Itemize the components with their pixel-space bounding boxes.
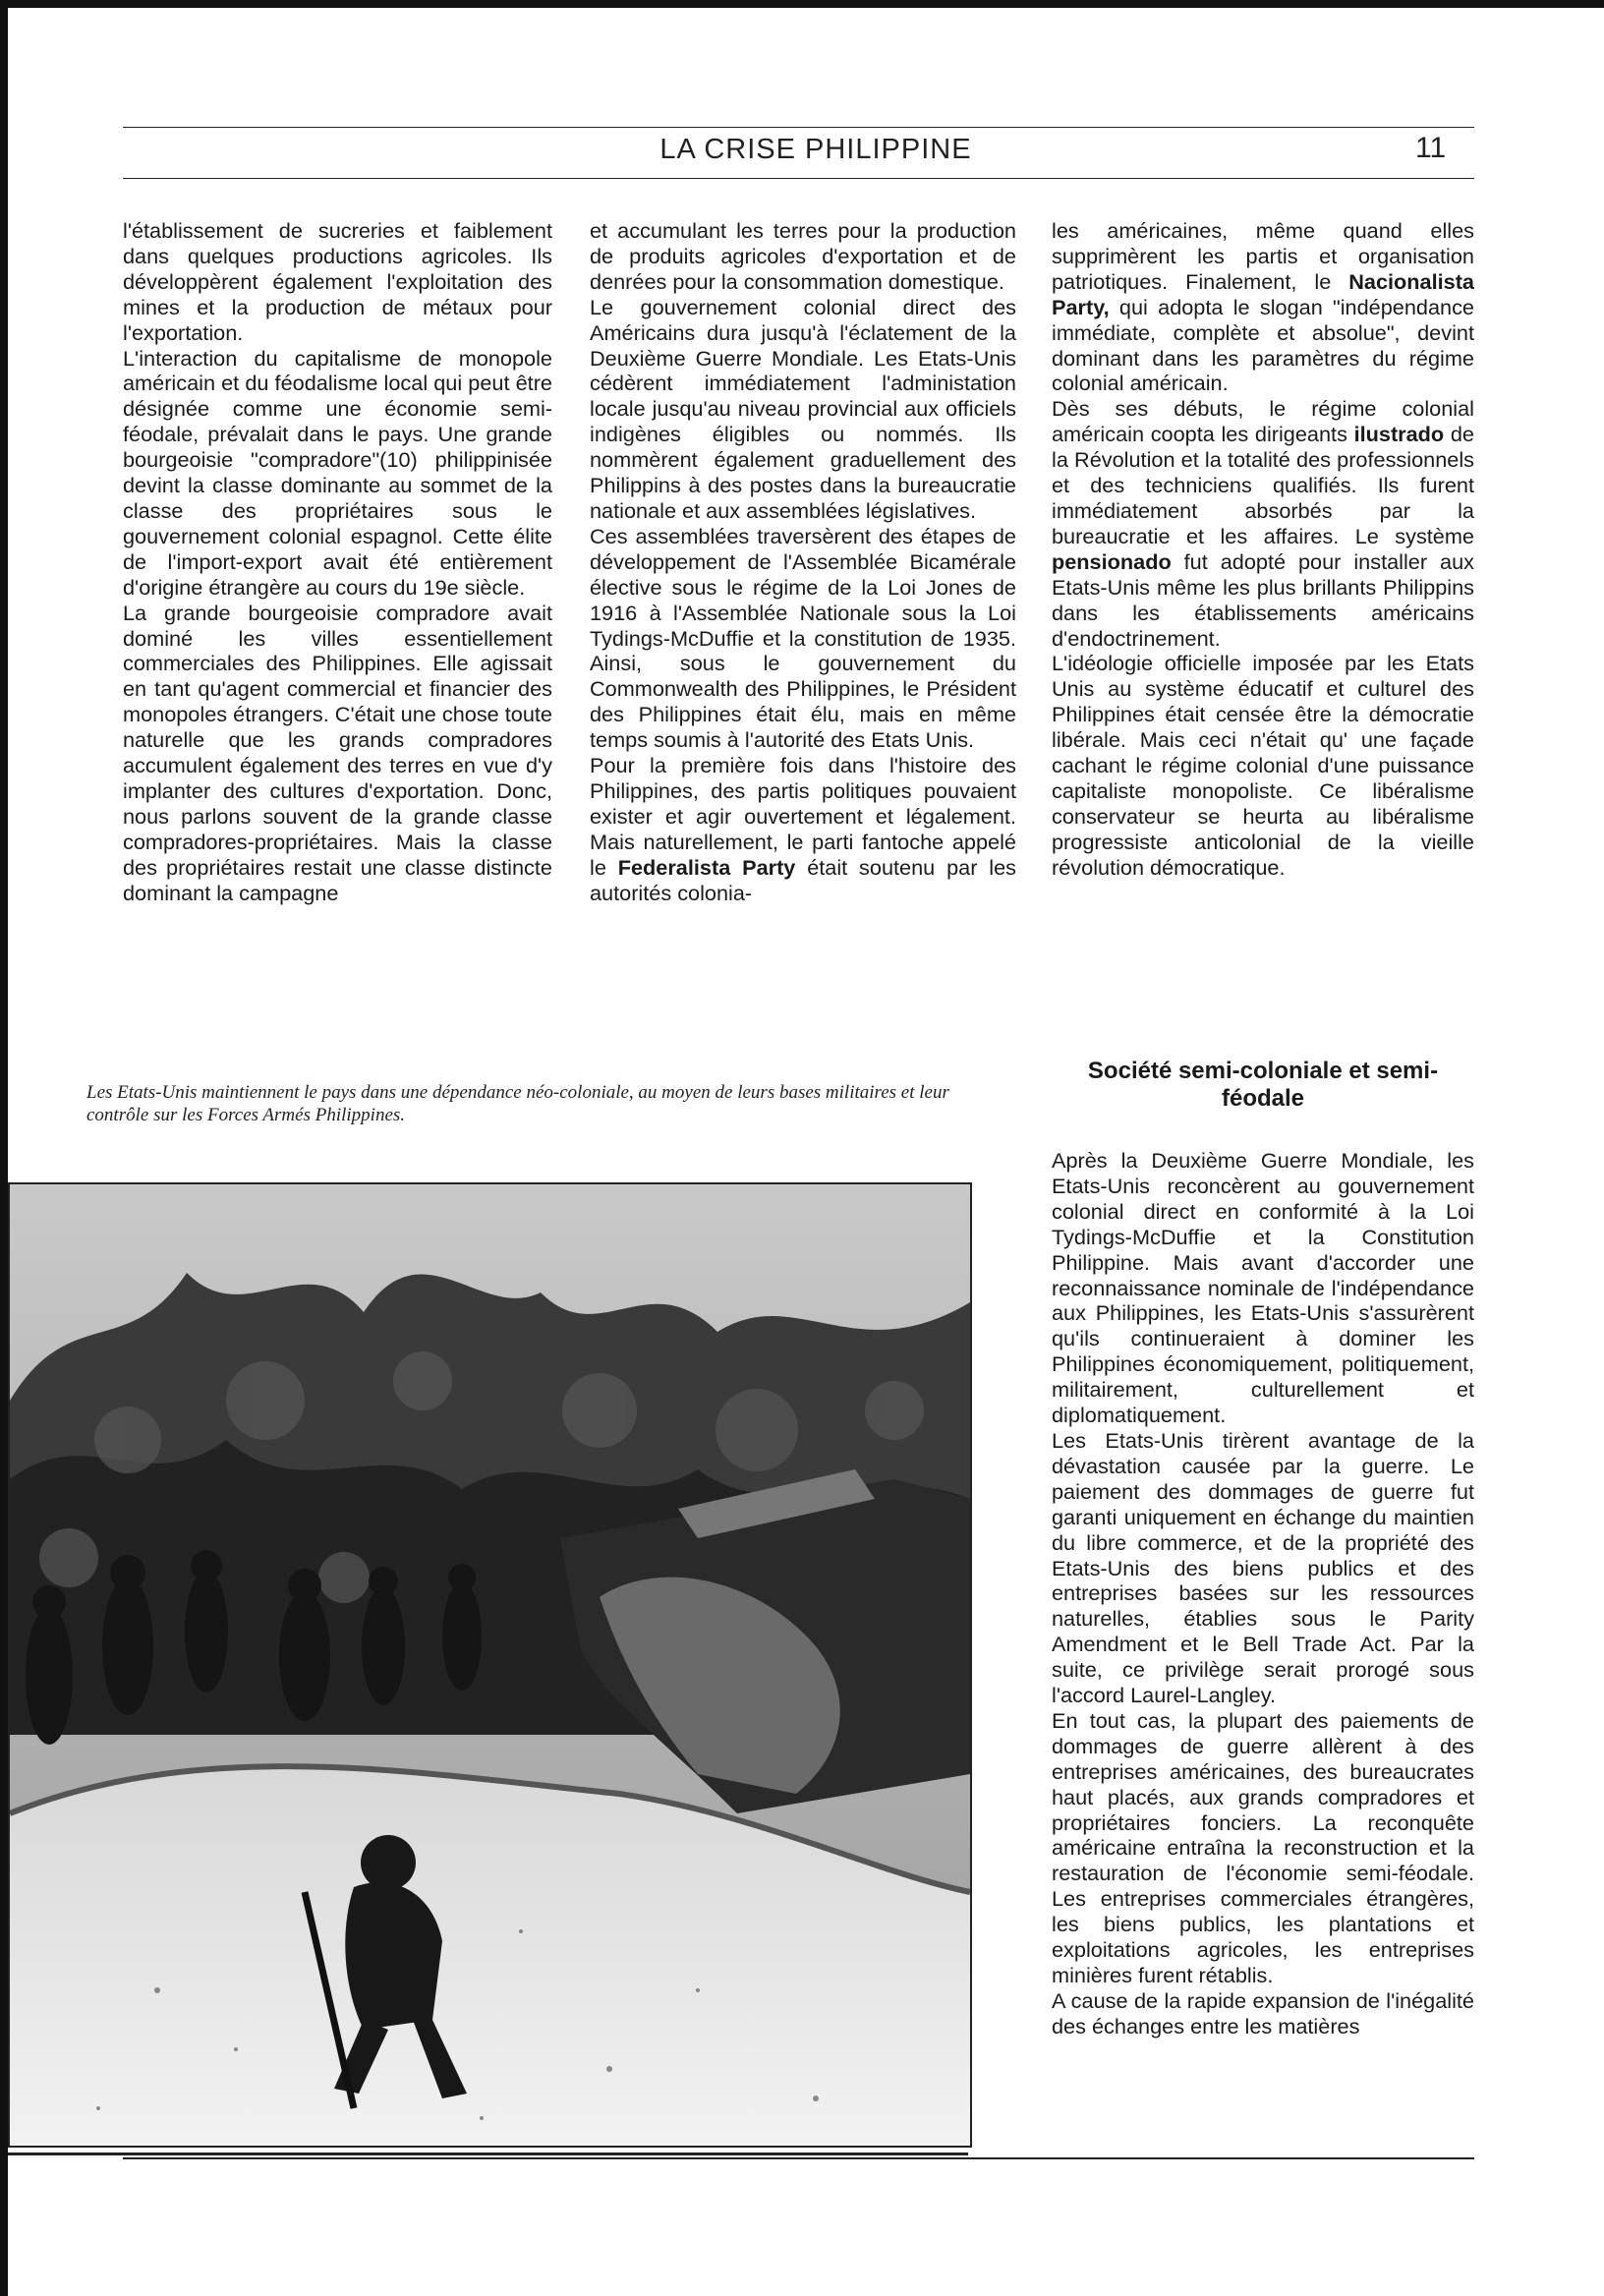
section-paragraph: Après la Deuxième Guerre Mondiale, les Etats-Unis reconcèrent au gouvernement colonial direct en conformité à la Loi Tydings-McDuffie et la Constitution Philippine. Mais avant d'accorder une reconnaissance nominale de l'indépendance aux Philippines, les Etats-Unis s'assurèrent qu'ils continueraient à dominer les Philippines économiquement, politiquement, militairement, culturellement et diplomatiquement. xyxy=(1052,1148,1474,1428)
text-run: qui adopta le slogan "indépendance immédiate, complète et absolue", devint dominant dans les paramètres du régime colonial américain. xyxy=(1052,294,1474,396)
section-paragraph: Les Etats-Unis tirèrent avantage de la dévastation causée par la guerre. Le paiement des dommages de guerre fut garanti uniquement en échange du maintien du libre commerce, et de la propriété des Etats-Unis des biens publics et des entreprises basées sur les ressources naturelles, établies sous le Parity Amendment et le Bell Trade Act. Par la suite, ce privilège serait prorogé sous l'accord Laurel-Langley. xyxy=(1052,1427,1474,1708)
text-run: de la Révolution et la totalité des professionnels et des techniciens qualifiés. Ils furent immédiatement absorbés par la bureaucratie et les affaires. Le système xyxy=(1052,422,1474,548)
column-1-paragraph: l'établissement de sucreries et faiblement dans quelques productions agricoles. Ils développèrent également l'exploitation des mines et la production de métaux pour l'exportation. xyxy=(123,218,552,345)
column-3-paragraph xyxy=(1052,218,1474,396)
column-3-paragraph: L'idéologie officielle imposée par les Etats Unis au système éducatif et culturel des Philippines était censée être la démocratie libérale. Mais ceci n'était qu' une façade cachant le régime colonial d'une puissance capitaliste monopoliste. Ce libéralisme conservateur se heurta au libéralisme progressiste anticolonial de la vieille révolution démocratique. xyxy=(1052,651,1474,880)
scan-edge-left xyxy=(0,0,8,2296)
section-body xyxy=(1052,1148,1474,2039)
text-run: Dès ses débuts, le régime colonial américain coopta les dirigeants xyxy=(1052,396,1474,447)
page-bottom-rule xyxy=(123,2157,1474,2159)
party-name-bold: Nacionalista Party, xyxy=(1052,268,1474,319)
photo-bottom-rule xyxy=(8,2152,968,2155)
page-number: 11 xyxy=(1415,132,1447,164)
column-1 xyxy=(123,218,552,905)
running-header-title: LA CRISE PHILIPPINE xyxy=(659,134,972,165)
column-2-paragraph: Le gouvernement colonial direct des Américains dura jusqu'à l'éclatement de la Deuxième Guerre Mondiale. Les Etats-Unis cédèrent immédiatement l'administation locale jusqu'au niveau provincial aux officiels indigènes éligibles ou nommés. Ils nommèrent également graduellement des Philippins à des postes dans la bureaucratie nationale et aux assemblées législatives. xyxy=(590,294,1016,523)
column-2-paragraph xyxy=(590,753,1016,905)
photo-illustration xyxy=(10,1184,970,2146)
column-2 xyxy=(590,218,1016,905)
column-2-paragraph: Ces assemblées traversèrent des étapes de développement de l'Assemblée Bicamérale élective sous le régime de la Loi Jones de 1916 à l'Assemblée Nationale sous la Loi Tydings-McDuffie et la constitution de 1935. Ainsi, sous le gouvernement du Commonwealth des Philippines, le Président des Philippines était élu, mais en même temps soumis à l'autorité des Etats Unis. xyxy=(590,523,1016,753)
column-3 xyxy=(1052,218,1474,881)
column-1-paragraph: La grande bourgeoisie compradore avait dominé les villes essentiellement commerciales des Philippines. Elle agissait en tant qu'agent commercial et financier des monopoles étrangers. C'était une chose toute naturelle que les grands compradores accumulent également des terres en vue d'y implanter des cultures d'exportation. Donc, nous parlons souvent de la grande classe compradores-propriétaires. Mais la classe des propriétaires restait une classe distincte dominant la campagne xyxy=(123,600,552,905)
column-2-paragraph: et accumulant les terres pour la production de produits agricoles d'exportation et de denrées pour la consommation domestique. xyxy=(590,218,1016,294)
term-bold: ilustrado xyxy=(1353,422,1445,447)
text-run: fut adopté pour installer aux Etats-Unis même les plus brillants Philippins dans les établissements américains d'endoctrinement. xyxy=(1052,548,1474,651)
text-run: était soutenu par les autorités colonia- xyxy=(590,854,1017,905)
party-name-bold: Federalista Party xyxy=(617,854,796,880)
section-paragraph: A cause de la rapide expansion de l'inégalité des échanges entre les matières xyxy=(1052,1987,1474,2038)
text-run: les américaines, même quand elles supprimèrent les partis et organisation patriotiques. Finalement, le xyxy=(1052,218,1474,294)
header-rule-bottom xyxy=(123,178,1474,179)
column-1-paragraph: L'interaction du capitalisme de monopole américain et du féodalisme local qui peut être désignée comme une économie semi-féodale, prévalait dans le pays. Une grande bourgeoisie "compradore"(10) philippinisée devint la classe dominante au sommet de la classe des propriétaires sous le gouvernement colonial espagnol. Cette élite de l'import-export avait été entièrement d'origine étrangère au cours du 19e siècle. xyxy=(123,345,552,600)
column-3-paragraph xyxy=(1052,396,1474,651)
news-photo xyxy=(8,1182,972,2148)
section-paragraph: En tout cas, la plupart des paiements de dommages de guerre allèrent à des entreprises américaines, des bureaucrates haut placés, aux grands compradores et propriétaires fonciers. La reconquête américaine entraîna la reconstruction et la restauration de l'économie semi-féodale. Les entreprises commerciales étrangères, les biens publics, les plantations et exploitations agricoles, les entreprises minières furent rétablis. xyxy=(1052,1707,1474,1987)
scan-edge-top xyxy=(0,0,1604,8)
header-rule-top xyxy=(123,127,1474,128)
section-heading: Société semi-coloniale et semi-féodale xyxy=(1087,1058,1439,1112)
photo-caption: Les Etats-Unis maintiennent le pays dans une dépendance néo-coloniale, au moyen de leurs bases militaires et leur contrôle sur les Forces Armés Philippines. xyxy=(86,1082,949,1125)
text-run: Pour la première fois dans l'histoire des Philippines, des partis politiques pouvaient exister et agir ouvertement et légalement. Mais naturellement, le parti fantoche appelé le xyxy=(590,753,1016,880)
term-bold: pensionado xyxy=(1052,548,1172,574)
